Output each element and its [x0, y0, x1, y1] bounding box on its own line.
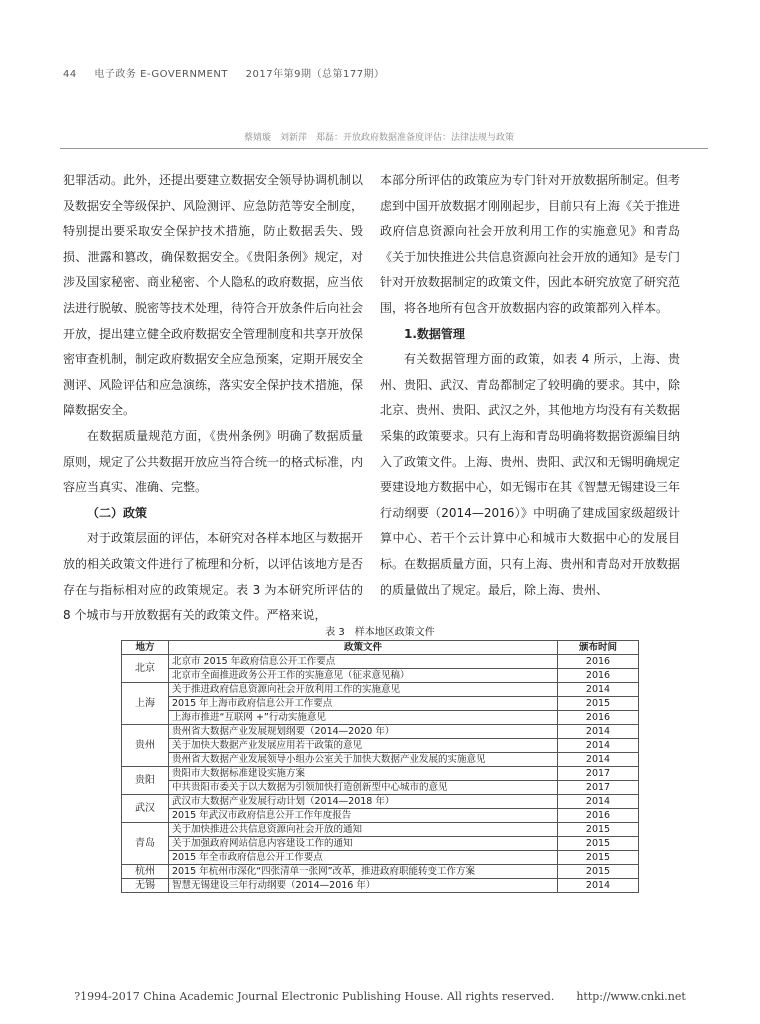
city-cell: 无锡: [122, 879, 169, 893]
header-city: 地方: [122, 641, 169, 655]
copyright-footer: ?1994-2017 China Academic Journal Electronic Publishing House. All rights reserved. http://www.cnki.net: [74, 990, 686, 1003]
city-cell: 贵州: [122, 725, 169, 767]
year-cell: 2014: [558, 795, 639, 809]
year-cell: 2015: [558, 823, 639, 837]
right-column: [380, 168, 680, 603]
article-running-title: 蔡婧璇 刘新萍 郑磊：开放政府数据准备度评估：法律法规与政策: [243, 133, 514, 143]
table-row: [122, 795, 639, 809]
document-cell: 关于推进政府信息资源向社会开放利用工作的实施意见: [169, 683, 558, 697]
table-caption: 表 3 样本地区政策文件: [325, 627, 435, 638]
table-row: [122, 879, 639, 893]
year-cell: 2017: [558, 781, 639, 795]
year-cell: 2015: [558, 697, 639, 711]
document-cell: 2015 年全市政府信息公开工作要点: [169, 851, 558, 865]
table-row: [122, 739, 639, 753]
paragraph: 对于政策层面的评估，本研究对各样本地区与数据开放的相关政策文件进行了梳理和分析，以评估该地方是否存在与指标相对应的政策规定。表 3 为本研究所评估的 8 个城市与开放数据有关的政策文件。严格来说，: [63, 531, 364, 623]
year-cell: 2016: [558, 655, 639, 669]
document-cell: 关于加强政府网站信息内容建设工作的通知: [169, 837, 558, 851]
document-cell: 关于加快推进公共信息资源向社会开放的通知: [169, 823, 558, 837]
year-cell: 2016: [558, 711, 639, 725]
document-cell: 贵阳市大数据标准建设实施方案: [169, 767, 558, 781]
table-row: [122, 781, 639, 795]
table-row: [122, 767, 639, 781]
document-cell: 2015 年武汉市政府信息公开工作年度报告: [169, 809, 558, 823]
header-divider: [60, 148, 708, 149]
year-cell: 2014: [558, 753, 639, 767]
year-cell: 2014: [558, 725, 639, 739]
year-cell: 2016: [558, 809, 639, 823]
table-row: [122, 865, 639, 879]
table-row: [122, 711, 639, 725]
left-column: [63, 168, 363, 629]
table-row: [122, 851, 639, 865]
header-document: 政策文件: [169, 641, 558, 655]
table-row: [122, 837, 639, 851]
table-row: [122, 809, 639, 823]
year-cell: 2014: [558, 683, 639, 697]
issue-info: 2017年第9期（总第177期）: [245, 69, 385, 80]
running-header: [63, 65, 399, 80]
page-number: 44: [63, 69, 77, 80]
journal-name: 电子政务 E-GOVERNMENT: [94, 69, 228, 80]
year-cell: 2017: [558, 767, 639, 781]
year-cell: 2016: [558, 669, 639, 683]
year-cell: 2015: [558, 865, 639, 879]
city-cell: 北京: [122, 655, 169, 683]
city-cell: 杭州: [122, 865, 169, 879]
city-cell: 青岛: [122, 823, 169, 865]
document-cell: 智慧无锡建设三年行动纲要（2014—2016 年）: [169, 879, 558, 893]
city-cell: 贵阳: [122, 767, 169, 795]
table-row: [122, 823, 639, 837]
paragraph: 本部分所评估的政策应为专门针对开放数据所制定。但考虑到中国开放数据才刚刚起步，目前只有上海《关于推进政府信息资源向社会开放利用工作的实施意见》和青岛《关于加快推进公共信息资源向社会开放的通知》是专门针对开放数据制定的政策文件，因此本研究放宽了研究范围，将各地所有包含开放数据内容的政策都列入样本。: [380, 173, 681, 315]
document-cell: 北京市全面推进政务公开工作的实施意见（征求意见稿）: [169, 669, 558, 683]
paragraph: 犯罪活动。此外，还提出要建立数据安全领导协调机制以及数据安全等级保护、风险测评、应急防范等安全制度，特别提出要采取安全保护技术措施，防止数据丢失、毁损、泄露和篡改，确保数据安全。《贵阳条例》规定，对涉及国家秘密、商业秘密、个人隐私的政府数据，应当依法进行脱敏、脱密等技术处理，待符合开放条件后向社会开放，提出建立健全政府数据安全管理制度和共享开放保密审查机制，制定政府数据安全应急预案，定期开展安全测评、风险评估和应急演练，落实安全保护技术措施，保障数据安全。: [63, 173, 364, 418]
subsection-heading: 1.数据管理: [404, 326, 465, 341]
year-cell: 2015: [558, 837, 639, 851]
document-cell: 北京市 2015 年政府信息公开工作要点: [169, 655, 558, 669]
document-cell: 贵州省大数据产业发展领导小组办公室关于加快大数据产业发展的实施意见: [169, 753, 558, 767]
document-cell: 中共贵阳市委关于以大数据为引领加快打造创新型中心城市的意见: [169, 781, 558, 795]
document-cell: 2015 年上海市政府信息公开工作要点: [169, 697, 558, 711]
table-row: [122, 753, 639, 767]
table-row: [122, 725, 639, 739]
table-row: [122, 683, 639, 697]
table-row: [122, 697, 639, 711]
table-row: [122, 669, 639, 683]
paragraph: 在数据质量规范方面，《贵州条例》明确了数据质量原则，规定了公共数据开放应当符合统一的格式标准，内容应当真实、准确、完整。: [63, 428, 364, 495]
year-cell: 2015: [558, 851, 639, 865]
table-row: [122, 655, 639, 669]
header-year: 颁布时间: [558, 641, 639, 655]
document-cell: 武汉市大数据产业发展行动计划（2014—2018 年）: [169, 795, 558, 809]
paragraph: 有关数据管理方面的政策，如表 4 所示，上海、贵州、贵阳、武汉、青岛都制定了较明确的要求。其中，除北京、贵州、贵阳、武汉之外，其他地方均没有有关数据采集的政策要求。只有上海和青岛明确将数据资源编目纳入了政策文件。上海、贵州、贵阳、武汉和无锡明确规定要建设地方数据中心，如无锡市在其《智慧无锡建设三年行动纲要（2014—2016）》中明确了建成国家级超级计算中心、若干个云计算中心和城市大数据中心的发展目标。在数据质量方面，只有上海、贵州和青岛对开放数据的质量做出了规定。最后，除上海、贵州、: [380, 352, 681, 597]
document-cell: 2015 年杭州市深化“四张清单一张网”改革，推进政府职能转变工作方案: [169, 865, 558, 879]
document-cell: 关于加快大数据产业发展应用若干政策的意见: [169, 739, 558, 753]
document-cell: 上海市推进“互联网 +”行动实施意见: [169, 711, 558, 725]
document-cell: 贵州省大数据产业发展规划纲要（2014—2020 年）: [169, 725, 558, 739]
city-cell: 上海: [122, 683, 169, 725]
table-header-row: [122, 641, 639, 655]
section-heading: （二）政策: [87, 505, 148, 520]
policy-table: [121, 640, 639, 893]
year-cell: 2014: [558, 739, 639, 753]
city-cell: 武汉: [122, 795, 169, 823]
year-cell: 2014: [558, 879, 639, 893]
